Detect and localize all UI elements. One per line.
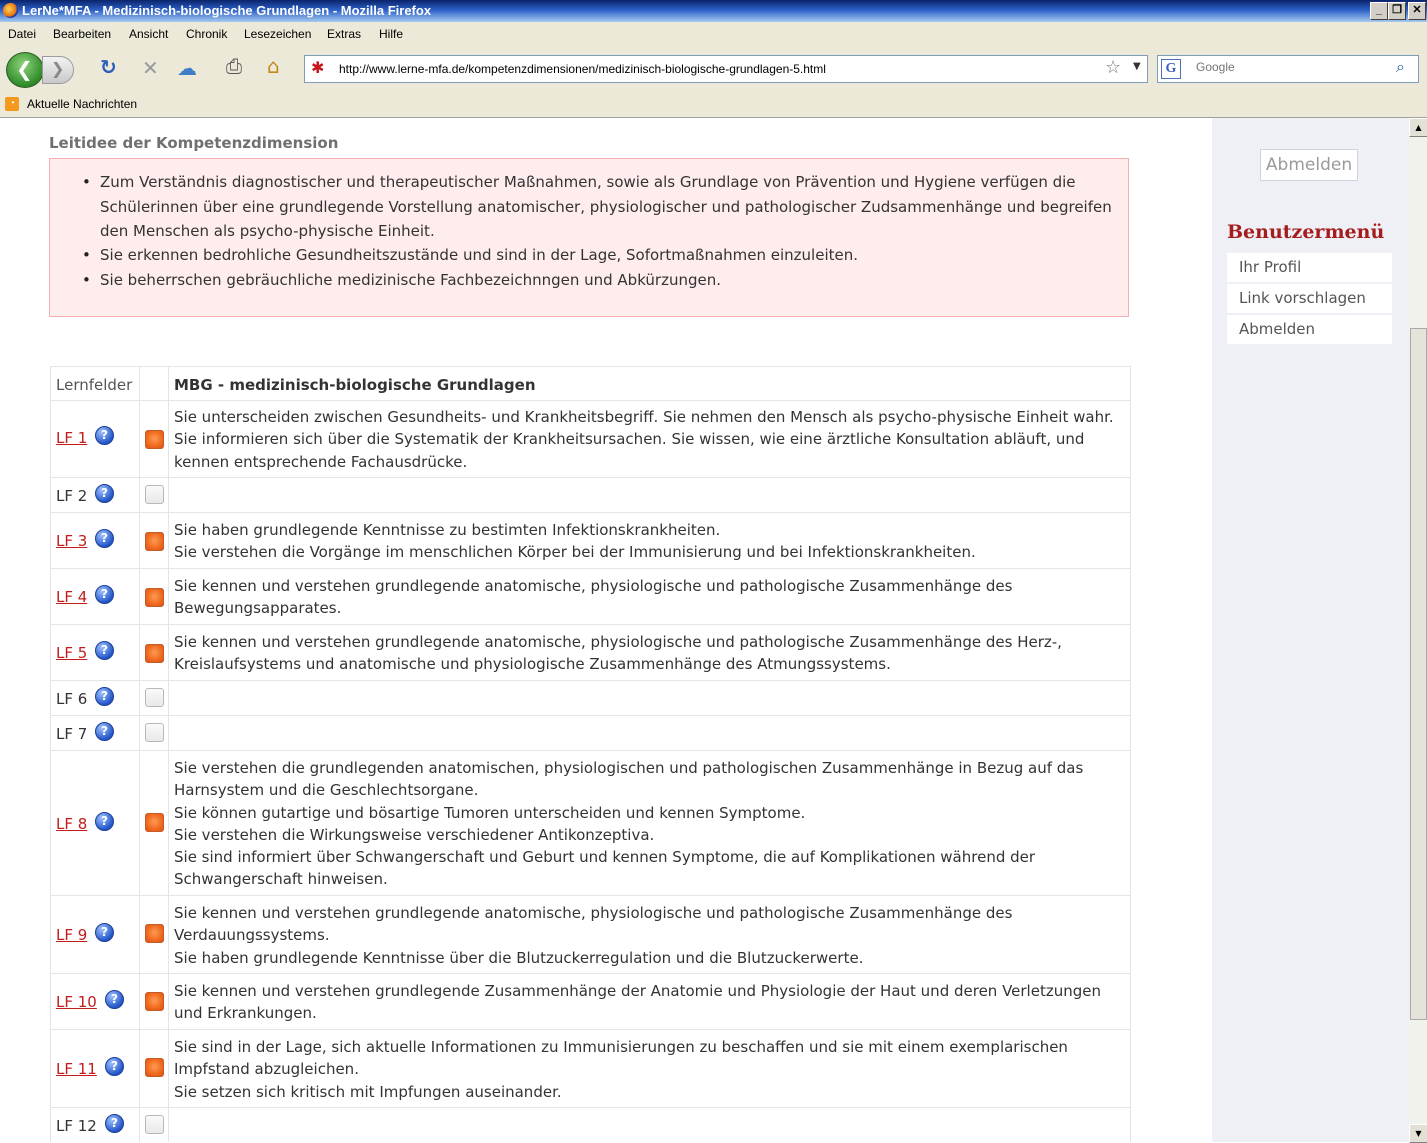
site-favicon-icon: ✱ — [311, 58, 325, 77]
bookmark-aktuelle-nachrichten[interactable]: Aktuelle Nachrichten — [27, 97, 138, 111]
close-button[interactable]: ✕ — [1408, 2, 1426, 20]
section-title: Leitidee der Kompetenzdimension — [49, 134, 339, 152]
status-indicator-active — [145, 588, 164, 607]
status-indicator-active — [145, 924, 164, 943]
url-text[interactable]: http://www.lerne-mfa.de/kompetenzdimensionen/medizinisch-biologische-grundlagen-5.html — [339, 62, 826, 76]
lf-description: Sie sind in der Lage, sich aktuelle Informationen zu Immunisierungen zu beschaffen und sie mit einem exemplarischen Impfstand abzugleichen. Sie setzen sich kritisch mit Impfungen auseinander. — [174, 1038, 1068, 1101]
reload-icon[interactable]: ↻ — [100, 55, 117, 79]
table-row — [50, 400, 1131, 478]
table-row — [50, 1108, 1131, 1142]
lf-link[interactable]: LF 4 — [56, 588, 88, 606]
lf-label: LF 6 — [56, 690, 88, 708]
lf-link[interactable]: LF 1 — [56, 429, 88, 447]
table-row — [50, 478, 1131, 513]
table-row — [50, 681, 1131, 716]
bookmarks-toolbar — [0, 92, 1427, 118]
menu-hilfe[interactable]: Hilfe — [379, 27, 404, 41]
back-button[interactable] — [6, 52, 44, 88]
status-indicator-active — [145, 644, 164, 663]
minimize-button[interactable]: _ — [1370, 2, 1388, 20]
google-engine-icon[interactable]: G — [1161, 59, 1181, 79]
logout-button[interactable]: Abmelden — [1260, 149, 1358, 181]
maximize-button[interactable]: ❐ — [1388, 2, 1406, 20]
lf-description: Sie haben grundlegende Kenntnisse zu bestimten Infektionskrankheiten. Sie verstehen die Vorgänge im menschlichen Körper bei der Immunisierung und bei Infektionskrankheiten. — [174, 521, 976, 562]
table-row — [50, 569, 1131, 625]
status-indicator-inactive — [145, 688, 164, 707]
lf-link[interactable]: LF 10 — [56, 993, 97, 1011]
leitidee-box — [49, 158, 1129, 317]
home-icon[interactable]: ⌂ — [267, 54, 280, 78]
lf-description: Sie kennen und verstehen grundlegende anatomische, physiologische und pathologische Zusammenhänge des Verdauungssystems. Sie haben grundlegende Kenntnisse über die Blutzuckerregulation und die Blutzuckerwerte. — [174, 904, 1013, 967]
lf-description: Sie unterscheiden zwischen Gesundheits- und Krankheitsbegriff. Sie nehmen den Mensch als psycho-physische Einheit wahr. Sie informieren sich über die Systematik der Krankheitsursachen. Sie wissen, wie eine ärztliche Konsultation abläuft, und kennen entsprechende Fachausdrücke. — [174, 408, 1114, 471]
status-indicator-active — [145, 532, 164, 551]
lf-link[interactable]: LF 5 — [56, 644, 88, 662]
help-icon[interactable]: ? — [105, 1114, 124, 1133]
table-row — [50, 513, 1131, 569]
scroll-down-button[interactable]: ▼ — [1409, 1124, 1427, 1143]
table-row — [50, 751, 1131, 896]
user-menu-title: Benutzermenü — [1227, 221, 1385, 243]
stop-icon[interactable]: ✕ — [142, 56, 159, 80]
menu-bar — [0, 22, 1427, 46]
search-input[interactable] — [1196, 60, 1392, 74]
search-bar[interactable] — [1157, 55, 1419, 83]
lf-description: Sie kennen und verstehen grundlegende anatomische, physiologische und pathologische Zusammenhänge des Bewegungsapparates. — [174, 577, 1013, 618]
help-icon[interactable]: ? — [95, 529, 114, 548]
help-icon[interactable]: ? — [95, 641, 114, 660]
table-row — [50, 625, 1131, 681]
lf-link[interactable]: LF 3 — [56, 532, 88, 550]
lf-link[interactable]: LF 9 — [56, 926, 88, 944]
lf-description: Sie kennen und verstehen grundlegende anatomische, physiologische und pathologische Zusammenhänge des Herz-, Kreislaufsystems und anatomische und physiologische Zusammenhänge des Atmungssystems. — [174, 633, 1062, 674]
help-icon[interactable]: ? — [105, 1057, 124, 1076]
forward-arrow-icon: ❯ — [51, 59, 65, 78]
forward-button[interactable] — [42, 56, 74, 84]
menu-ansicht[interactable]: Ansicht — [129, 27, 169, 41]
network-icon[interactable]: ☁ — [177, 56, 197, 80]
scroll-up-button[interactable]: ▲ — [1409, 118, 1427, 137]
help-icon[interactable]: ? — [95, 426, 114, 445]
status-indicator-active — [145, 992, 164, 1011]
address-bar[interactable] — [304, 55, 1148, 83]
leitidee-bullet: • Sie beherrschen gebräuchliche medizinische Fachbezeichnngen und Abkürzungen. — [100, 268, 1120, 293]
lf-link[interactable]: LF 8 — [56, 815, 88, 833]
scroll-thumb[interactable] — [1410, 328, 1427, 1020]
table-row — [50, 1030, 1131, 1108]
status-indicator-inactive — [145, 485, 164, 504]
help-icon[interactable]: ? — [95, 687, 114, 706]
status-indicator-active — [145, 430, 164, 449]
header-lernfelder: Lernfelder — [56, 376, 133, 394]
firefox-icon — [3, 3, 18, 18]
leitidee-bullet: • Sie erkennen bedrohliche Gesundheitszustände und sind in der Lage, Sofortmaßnahmen einzuleiten. — [100, 243, 1120, 268]
help-icon[interactable]: ? — [105, 990, 124, 1009]
bookmark-star-icon[interactable]: ☆ — [1105, 57, 1122, 78]
table-header-row — [50, 366, 1131, 401]
search-icon[interactable]: ⌕ — [1396, 57, 1405, 76]
vertical-scrollbar[interactable] — [1409, 118, 1427, 1142]
lf-label: LF 7 — [56, 725, 88, 743]
rss-feed-icon: ◔ — [5, 97, 19, 111]
status-indicator-inactive — [145, 723, 164, 742]
lf-description: Sie kennen und verstehen grundlegende Zusammenhänge der Anatomie und Physiologie der Haut und deren Verletzungen und Erkrankungen. — [174, 982, 1101, 1023]
window-titlebar — [0, 0, 1427, 22]
table-row — [50, 716, 1131, 751]
help-icon[interactable]: ? — [95, 812, 114, 831]
menu-extras[interactable]: Extras — [327, 27, 362, 41]
help-icon[interactable]: ? — [95, 585, 114, 604]
menu-item-logout[interactable]: Abmelden — [1227, 315, 1392, 344]
help-icon[interactable]: ? — [95, 484, 114, 503]
lf-description: Sie verstehen die grundlegenden anatomischen, physiologischen und pathologischen Zusammenhänge in Bezug auf das Harnsystem und die Geschlechtsorgane. Sie können gutartige und bösartige Tumoren unterscheiden und kennen Symptome. Sie verstehen die Wirkungsweise verschiedener Antikonzeptiva. Sie sind informiert über Schwangerschaft und Geburt und kennen Symptome, die auf Komplikationen während der Schwangerschaft hinweisen. — [174, 759, 1084, 889]
table-row — [50, 974, 1131, 1030]
leitidee-bullet: • Zum Verständnis diagnostischer und therapeutischer Maßnahmen, sowie als Grundlage von Prävention und Hygiene verfügen die Schülerinnen über eine grundlegende Vorstellung anatomischer, physiologischer und pathologischer Zudsammenhänge und begreifen den Menschen als psycho-physische Einheit. — [100, 170, 1120, 244]
lf-label: LF 12 — [56, 1117, 97, 1135]
menu-item-profile[interactable]: Ihr Profil — [1227, 253, 1392, 282]
help-icon[interactable]: ? — [95, 923, 114, 942]
window-title: LerNe*MFA - Medizinisch-biologische Grundlagen - Mozilla Firefox — [22, 3, 432, 18]
status-indicator-inactive — [145, 1115, 164, 1134]
table-row — [50, 896, 1131, 974]
help-icon[interactable]: ? — [95, 722, 114, 741]
menu-bearbeiten[interactable]: Bearbeiten — [53, 27, 112, 41]
back-arrow-icon: ❮ — [16, 57, 33, 81]
history-dropdown-icon[interactable]: ▼ — [1133, 61, 1141, 72]
lf-label: LF 2 — [56, 487, 88, 505]
lf-link[interactable]: LF 11 — [56, 1060, 97, 1078]
status-indicator-active — [145, 813, 164, 832]
menu-chronik[interactable]: Chronik — [186, 27, 228, 41]
header-mbg-title: MBG - medizinisch-biologische Grundlagen — [174, 376, 536, 394]
page-content — [0, 118, 1409, 1142]
print-icon[interactable]: ⎙ — [226, 54, 242, 78]
status-indicator-active — [145, 1058, 164, 1077]
sidebar — [1212, 118, 1409, 1142]
menu-lesezeichen[interactable]: Lesezeichen — [244, 27, 312, 41]
menu-datei[interactable]: Datei — [8, 27, 37, 41]
menu-item-suggest-link[interactable]: Link vorschlagen — [1227, 284, 1392, 313]
